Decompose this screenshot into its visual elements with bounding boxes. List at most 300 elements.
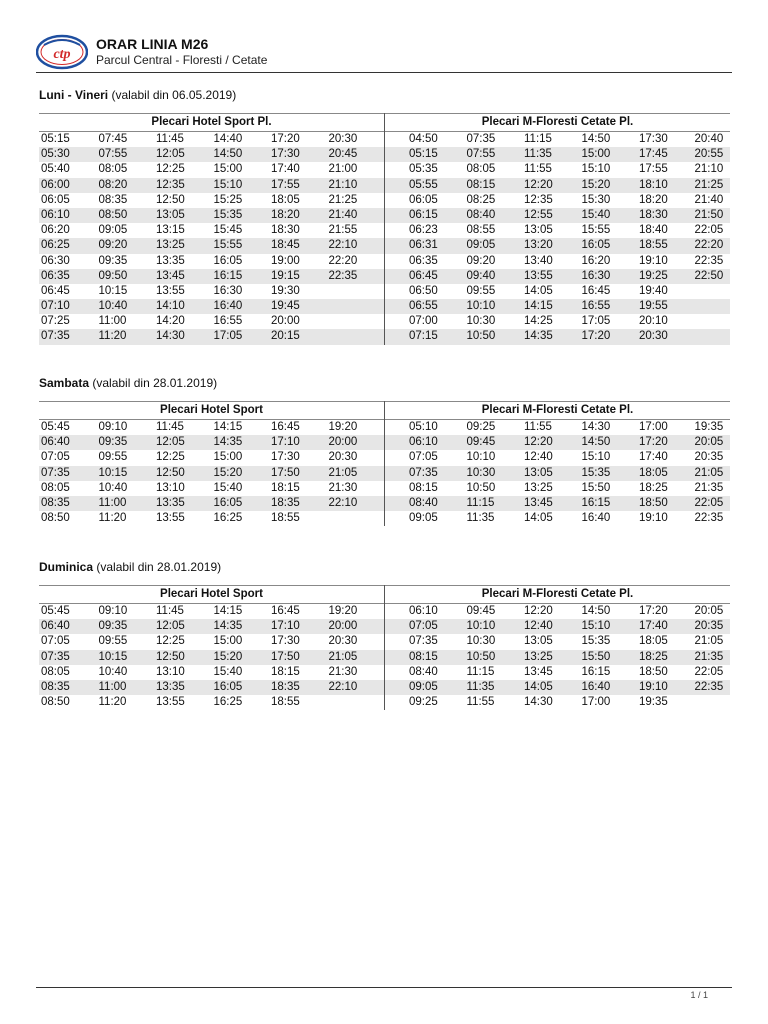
departure-time: 22:05 (694, 496, 724, 509)
departure-time: 11:35 (466, 512, 495, 525)
departure-time: 09:25 (466, 421, 496, 433)
departure-time: 21:35 (694, 650, 724, 663)
departure-time: 10:40 (98, 665, 128, 678)
departure-time (327, 511, 385, 526)
departure-time: 10:15 (98, 650, 128, 663)
departure-time: 17:40 (639, 451, 668, 464)
table-row (39, 223, 384, 238)
departure-time: 11:00 (98, 315, 127, 328)
departure-time: 15:10 (581, 163, 611, 176)
departure-time: 17:55 (639, 163, 668, 176)
departure-time: 07:35 (41, 466, 70, 479)
departure-time: 12:50 (156, 466, 185, 479)
departures-table-right (385, 401, 730, 526)
departure-time: 15:00 (213, 163, 243, 176)
departure-time: 09:05 (409, 680, 438, 693)
departure-time: 09:10 (98, 605, 128, 617)
departure-time: 05:10 (409, 421, 438, 433)
departure-time: 08:20 (98, 178, 128, 191)
departure-time: 22:05 (694, 224, 724, 237)
departure-time: 20:10 (639, 315, 668, 328)
departure-time: 11:45 (156, 421, 184, 433)
table-row (385, 284, 730, 299)
departure-time: 21:30 (328, 481, 358, 494)
departure-time: 21:10 (694, 163, 724, 176)
schedule-sunday (39, 560, 729, 710)
departure-time: 09:05 (409, 512, 438, 525)
table-row (39, 680, 384, 695)
departure-time: 08:40 (466, 208, 496, 221)
departure-time: 19:10 (639, 680, 668, 693)
departure-time: 11:45 (156, 133, 184, 145)
departure-time: 11:45 (156, 605, 184, 617)
departure-time: 15:40 (213, 481, 243, 494)
departure-time: 09:25 (409, 696, 438, 709)
table-row (39, 254, 384, 269)
departure-time: 09:05 (466, 239, 496, 252)
departure-time: 08:05 (466, 163, 496, 176)
departure-time: 17:30 (639, 133, 668, 145)
document-header (36, 33, 732, 73)
departure-time (673, 284, 731, 299)
departure-time: 18:05 (639, 466, 668, 479)
departure-time: 17:50 (271, 466, 300, 479)
departure-time: 14:25 (524, 315, 553, 328)
table-row (39, 511, 384, 526)
departure-time: 16:20 (581, 254, 611, 267)
departure-time: 06:45 (41, 284, 70, 297)
departure-time: 05:45 (41, 605, 70, 617)
departure-time: 18:25 (639, 481, 668, 494)
departure-time: 12:20 (524, 605, 553, 617)
departure-time: 18:55 (271, 696, 300, 709)
departure-time: 21:50 (694, 208, 724, 221)
departure-time: 14:20 (156, 315, 185, 328)
table-row (385, 147, 730, 162)
departure-time: 08:15 (409, 650, 438, 663)
departure-time: 22:50 (694, 269, 724, 282)
departure-time: 11:15 (524, 133, 552, 145)
table-row (385, 132, 730, 147)
departure-time: 10:10 (466, 451, 496, 464)
departure-time: 10:40 (98, 300, 128, 313)
departure-time: 17:05 (581, 315, 611, 328)
table-header: Plecari Hotel Sport (39, 585, 384, 604)
departure-time: 22:10 (328, 239, 358, 252)
departure-time: 07:15 (409, 330, 438, 343)
departure-time: 15:55 (213, 239, 243, 252)
departure-time: 13:55 (524, 269, 553, 282)
departure-time: 06:31 (409, 239, 438, 252)
departure-time: 21:55 (328, 224, 358, 237)
departure-time: 15:35 (213, 208, 243, 221)
departure-time: 12:40 (524, 620, 553, 633)
departure-time: 06:50 (409, 284, 438, 297)
departure-time: 14:05 (524, 512, 553, 525)
departure-time: 20:05 (694, 436, 724, 449)
departure-time: 08:55 (466, 224, 496, 237)
table-row (385, 450, 730, 465)
departure-time: 21:40 (694, 193, 724, 206)
departure-time: 19:55 (639, 300, 668, 313)
departure-time: 15:10 (581, 620, 611, 633)
table-row (385, 299, 730, 314)
departure-time: 08:50 (98, 208, 128, 221)
departure-time: 07:10 (41, 300, 70, 313)
ctp-logo (36, 33, 88, 71)
departure-time: 09:05 (98, 224, 128, 237)
departure-time: 15:50 (581, 481, 611, 494)
departure-time: 20:35 (694, 451, 724, 464)
departure-time: 17:20 (271, 133, 300, 145)
departure-time: 13:15 (156, 224, 185, 237)
departure-time: 15:00 (213, 635, 243, 648)
departure-time: 13:05 (524, 635, 553, 648)
departure-time: 20:30 (639, 330, 668, 343)
departure-time: 13:55 (156, 512, 185, 525)
table-row (39, 604, 384, 619)
departure-time: 10:50 (466, 481, 496, 494)
departures-table-left (39, 585, 385, 710)
departure-time: 16:05 (581, 239, 611, 252)
departure-time: 15:20 (213, 466, 243, 479)
departure-time: 10:30 (466, 635, 496, 648)
departure-time: 16:05 (213, 680, 243, 693)
departure-time: 10:40 (98, 481, 128, 494)
departure-time: 17:10 (271, 620, 300, 633)
departure-time: 04:50 (409, 133, 438, 145)
departure-time: 06:05 (41, 193, 70, 206)
section-title: Sambata (39, 376, 90, 390)
departure-time: 15:30 (581, 193, 611, 206)
departure-time: 20:55 (694, 148, 724, 161)
table-row (385, 650, 730, 665)
departure-time: 14:35 (213, 620, 243, 633)
departure-time: 15:20 (581, 178, 611, 191)
departure-time: 10:15 (98, 284, 128, 297)
departure-time: 06:10 (409, 436, 438, 449)
departure-time: 16:15 (581, 665, 611, 678)
departure-time: 21:05 (328, 466, 358, 479)
departure-time: 06:15 (409, 208, 438, 221)
table-row (39, 299, 384, 314)
departure-time: 14:15 (213, 605, 243, 617)
departure-time: 22:10 (328, 496, 358, 509)
departure-time: 16:25 (213, 696, 243, 709)
departure-time: 05:30 (41, 148, 70, 161)
departure-time: 20:00 (328, 436, 358, 449)
header-divider (36, 72, 732, 73)
departure-time: 09:55 (98, 451, 128, 464)
departure-time: 18:20 (639, 193, 668, 206)
departure-time: 08:15 (466, 178, 496, 191)
departure-time: 17:10 (271, 436, 300, 449)
departure-time: 19:20 (328, 605, 358, 617)
section-validity: (valabil din 28.01.2019) (96, 560, 222, 574)
departure-time: 11:55 (466, 696, 495, 709)
table-row (39, 634, 384, 649)
departure-time: 13:20 (524, 239, 553, 252)
departure-time: 09:45 (466, 605, 496, 617)
departure-time: 09:50 (98, 269, 128, 282)
departure-time: 10:30 (466, 315, 496, 328)
departure-time: 22:20 (328, 254, 358, 267)
table-row (385, 238, 730, 253)
departure-time: 15:00 (581, 148, 611, 161)
departures-table-right (385, 113, 730, 345)
departure-time: 06:55 (409, 300, 438, 313)
departure-time: 15:10 (581, 451, 611, 464)
departure-time: 12:40 (524, 451, 553, 464)
departure-time (327, 284, 385, 299)
table-header: Plecari Hotel Sport (39, 401, 384, 420)
departure-time: 07:05 (41, 635, 70, 648)
departure-time: 10:50 (466, 650, 496, 663)
departure-time: 08:50 (41, 696, 70, 709)
table-row (385, 178, 730, 193)
table-row (385, 496, 730, 511)
table-row (385, 162, 730, 177)
departure-time: 07:55 (466, 148, 496, 161)
departure-time: 13:05 (524, 224, 553, 237)
departure-time: 09:35 (98, 254, 128, 267)
departure-time: 15:40 (213, 665, 243, 678)
departure-time: 21:35 (694, 481, 724, 494)
departure-time: 16:45 (271, 421, 300, 433)
section-title: Luni - Vineri (39, 88, 109, 102)
departure-time: 12:20 (524, 178, 553, 191)
departure-time: 16:55 (581, 300, 611, 313)
table-row (385, 314, 730, 329)
table-header: Plecari M-Floresti Cetate Pl. (385, 401, 730, 420)
departure-time: 09:35 (98, 620, 128, 633)
table-row (39, 650, 384, 665)
departure-time: 19:25 (639, 269, 668, 282)
page-title: ORAR LINIA M26 (96, 36, 209, 52)
departure-time: 17:40 (639, 620, 668, 633)
departure-time (327, 695, 385, 710)
table-row (385, 634, 730, 649)
departure-time: 15:35 (581, 635, 611, 648)
departure-time: 07:05 (409, 451, 438, 464)
departure-time: 08:35 (41, 496, 70, 509)
table-row (39, 481, 384, 496)
footer-divider (36, 987, 732, 988)
departure-time: 18:45 (271, 239, 300, 252)
departure-time: 15:25 (213, 193, 243, 206)
departure-time: 18:55 (639, 239, 668, 252)
departure-time: 16:45 (271, 605, 300, 617)
departure-time: 17:55 (271, 178, 300, 191)
departure-time: 17:00 (581, 696, 611, 709)
table-row (385, 466, 730, 481)
departure-time: 13:35 (156, 680, 185, 693)
departure-time: 18:55 (271, 512, 300, 525)
departure-time: 14:50 (581, 436, 611, 449)
departure-time: 16:40 (213, 300, 243, 313)
departure-time: 09:20 (98, 239, 128, 252)
departure-time: 08:35 (41, 680, 70, 693)
departure-time: 07:35 (409, 466, 438, 479)
departure-time: 17:30 (271, 451, 300, 464)
departure-time: 13:45 (524, 496, 553, 509)
departure-time: 18:05 (271, 193, 300, 206)
table-row (39, 147, 384, 162)
table-row (39, 238, 384, 253)
departure-time: 15:50 (581, 650, 611, 663)
departure-time: 12:20 (524, 436, 553, 449)
table-row (39, 329, 384, 344)
departure-time: 12:05 (156, 620, 185, 633)
departure-time: 06:25 (41, 239, 70, 252)
departure-time: 14:30 (524, 696, 553, 709)
departure-time: 13:55 (156, 284, 185, 297)
table-row (39, 496, 384, 511)
departure-time: 22:35 (694, 254, 724, 267)
departure-time: 18:35 (271, 496, 300, 509)
departure-time: 09:20 (466, 254, 496, 267)
departure-time: 22:35 (694, 512, 724, 525)
table-row (385, 420, 730, 435)
table-row (39, 695, 384, 710)
departure-time: 08:40 (409, 665, 438, 678)
departure-time: 17:30 (271, 635, 300, 648)
departure-time: 05:15 (41, 133, 70, 145)
departure-time: 21:05 (694, 635, 724, 648)
departure-time: 07:25 (41, 315, 70, 328)
departure-time: 19:10 (639, 512, 668, 525)
departure-time: 07:05 (41, 451, 70, 464)
departure-time: 15:55 (581, 224, 611, 237)
departure-time: 21:05 (694, 466, 724, 479)
table-row (385, 193, 730, 208)
page-number: 1 / 1 (690, 990, 708, 1000)
table-row (385, 208, 730, 223)
departure-time: 11:55 (524, 421, 552, 433)
departure-time: 14:50 (213, 148, 243, 161)
departure-time: 09:45 (466, 436, 496, 449)
departure-time: 20:30 (328, 133, 358, 145)
departure-time (673, 299, 731, 314)
table-row (39, 132, 384, 147)
departure-time: 12:50 (156, 193, 185, 206)
departure-time: 13:35 (156, 496, 185, 509)
departure-time: 06:45 (409, 269, 438, 282)
departure-time: 12:25 (156, 451, 185, 464)
departure-time: 12:05 (156, 148, 185, 161)
departure-time (327, 299, 385, 314)
departure-time: 12:50 (156, 650, 185, 663)
departure-time: 16:40 (581, 680, 611, 693)
table-row (39, 162, 384, 177)
departure-time: 14:50 (581, 133, 611, 145)
departure-time: 13:45 (524, 665, 553, 678)
departure-time: 21:05 (328, 650, 358, 663)
departure-time: 15:20 (213, 650, 243, 663)
departure-time: 08:25 (466, 193, 496, 206)
table-row (39, 314, 384, 329)
departure-time: 06:00 (41, 178, 70, 191)
departure-time: 21:30 (328, 665, 358, 678)
departure-time (673, 329, 731, 344)
departure-time: 10:30 (466, 466, 496, 479)
departure-time: 18:30 (639, 208, 668, 221)
departure-time: 21:10 (328, 178, 358, 191)
table-row (39, 178, 384, 193)
departure-time: 14:15 (213, 421, 243, 433)
departure-time: 16:40 (581, 512, 611, 525)
departure-time: 07:35 (466, 133, 496, 145)
departure-time: 16:15 (213, 269, 243, 282)
departure-time: 10:50 (466, 330, 496, 343)
departure-time: 13:05 (524, 466, 553, 479)
departure-time (673, 314, 731, 329)
departure-time: 18:20 (271, 208, 300, 221)
table-row (385, 680, 730, 695)
table-row (385, 665, 730, 680)
departure-time: 07:00 (409, 315, 438, 328)
table-row (39, 269, 384, 284)
departure-time: 17:20 (581, 330, 611, 343)
departure-time: 12:25 (156, 163, 185, 176)
departure-time: 12:55 (524, 208, 553, 221)
departure-time: 07:35 (409, 635, 438, 648)
schedule-saturday (39, 376, 729, 526)
departure-time: 18:15 (271, 481, 300, 494)
departure-time: 14:30 (156, 330, 185, 343)
departure-time: 20:45 (328, 148, 358, 161)
departure-time: 11:15 (466, 496, 495, 509)
table-row (385, 223, 730, 238)
departure-time: 13:45 (156, 269, 185, 282)
departure-time: 16:05 (213, 254, 243, 267)
departure-time: 19:40 (639, 284, 668, 297)
departure-time: 07:35 (41, 330, 70, 343)
table-row (39, 420, 384, 435)
departure-time: 07:05 (409, 620, 438, 633)
departure-time (327, 329, 385, 344)
table-header: Plecari M-Floresti Cetate Pl. (385, 585, 730, 604)
departure-time: 15:40 (581, 208, 611, 221)
departure-time: 11:20 (98, 696, 127, 709)
departure-time: 18:15 (271, 665, 300, 678)
departure-time: 14:40 (213, 133, 243, 145)
departure-time: 16:05 (213, 496, 243, 509)
departure-time: 19:35 (694, 421, 724, 433)
departure-time: 20:35 (694, 620, 724, 633)
departure-time: 17:45 (639, 148, 668, 161)
section-title: Duminica (39, 560, 94, 574)
departure-time: 05:55 (409, 178, 438, 191)
table-row (385, 329, 730, 344)
departure-time: 08:15 (409, 481, 438, 494)
departure-time: 13:25 (524, 650, 553, 663)
departure-time: 20:00 (271, 315, 300, 328)
departure-time: 08:40 (409, 496, 438, 509)
departures-table-right (385, 585, 730, 710)
departure-time: 22:10 (328, 680, 358, 693)
departure-time: 21:25 (694, 178, 724, 191)
departure-time: 20:00 (328, 620, 358, 633)
departure-time: 06:10 (409, 605, 438, 617)
departure-time: 11:35 (466, 680, 495, 693)
departure-time: 16:30 (213, 284, 243, 297)
departure-time: 08:05 (41, 481, 70, 494)
departure-time: 11:00 (98, 496, 127, 509)
departure-time: 11:00 (98, 680, 127, 693)
departure-time: 07:45 (98, 133, 128, 145)
departure-time: 19:15 (271, 269, 300, 282)
